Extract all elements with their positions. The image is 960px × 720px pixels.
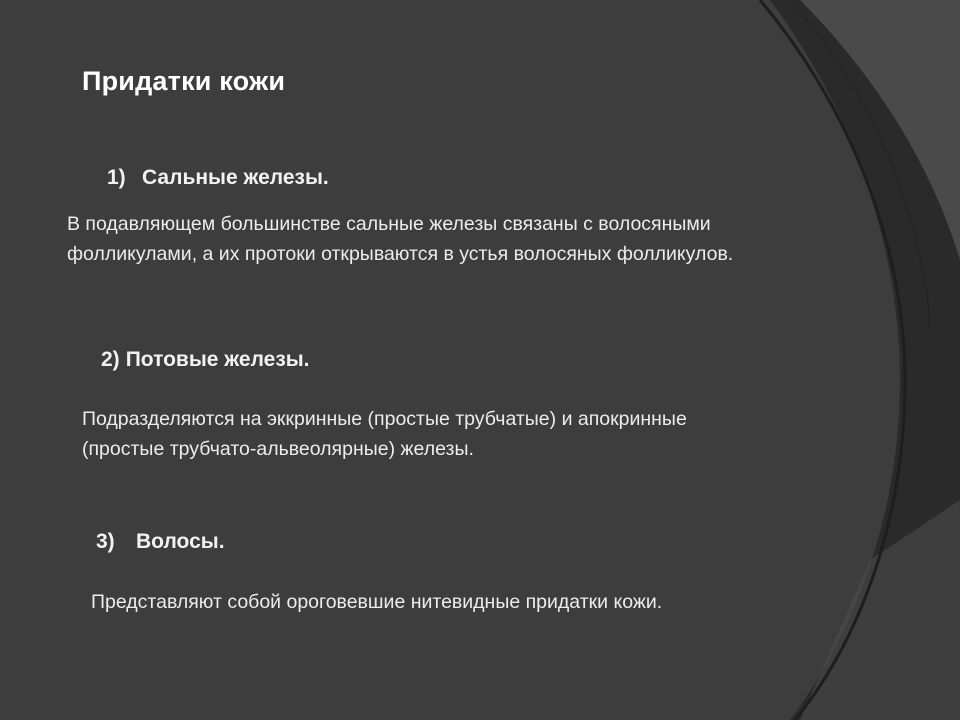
section-text-2-line-1: Подразделяются на эккринные (простые трубчатые) и апокринные <box>82 408 687 430</box>
section-number-1: 1) <box>107 166 126 189</box>
section-heading-text-2: Потовые железы. <box>125 348 310 371</box>
section-heading-text-1: Сальные железы. <box>142 166 329 189</box>
section-heading-1 <box>107 166 329 190</box>
section-number-2: 2) <box>101 348 120 371</box>
section-text-1-line-1: В подавляющем большинстве сальные железы связаны с волосяными <box>67 213 711 235</box>
section-text-2-line-2: (простые трубчато-альвеолярные) железы. <box>82 438 474 460</box>
section-text-1 <box>67 209 897 269</box>
section-text-3-line-1: Представляют собой ороговевшие нитевидные придатки кожи. <box>91 591 663 613</box>
section-heading-3 <box>96 530 225 554</box>
section-heading-text-3: Волосы. <box>136 530 225 553</box>
slide-title: Придатки кожи <box>82 66 286 96</box>
section-number-3: 3) <box>96 530 115 553</box>
section-text-3 <box>91 587 871 617</box>
section-heading-2 <box>101 348 310 372</box>
section-text-2 <box>82 404 862 464</box>
section-text-1-line-2: фолликулами, а их протоки открываются в устья волосяных фолликулов. <box>67 243 734 265</box>
